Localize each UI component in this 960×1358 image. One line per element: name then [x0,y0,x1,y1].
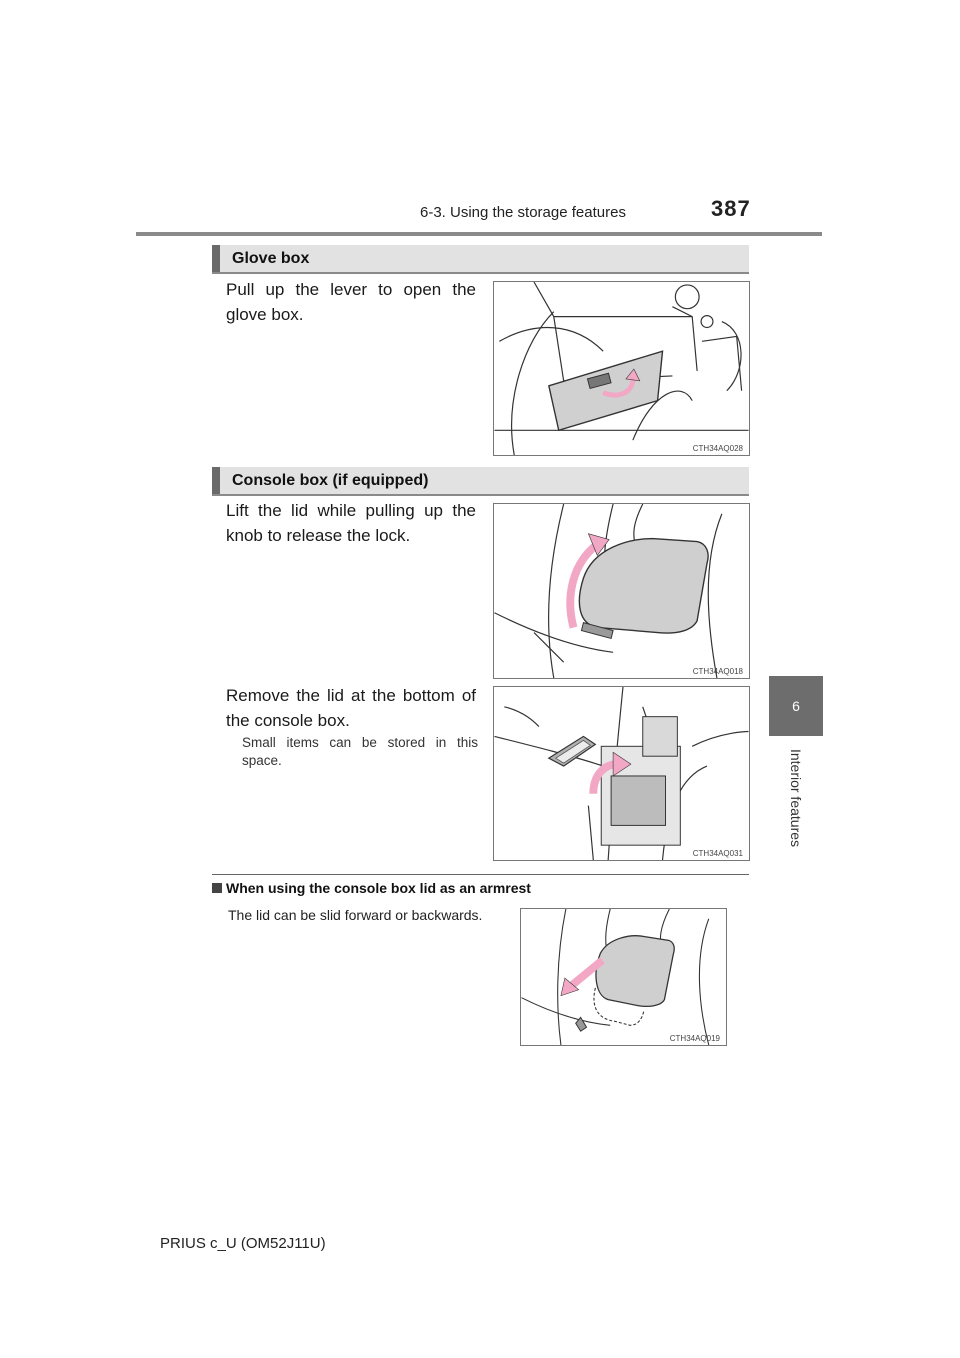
armrest-note-heading: When using the console box lid as an armrest [212,880,531,896]
console-lift-drawing [494,504,749,678]
section-marker-icon [212,883,222,893]
armrest-slide-drawing [521,909,726,1045]
console-lift-illustration [493,503,750,679]
glove-box-heading-rule [212,272,749,274]
glove-box-figure-code: CTH34AQ028 [692,444,743,453]
chapter-number: 6 [792,698,800,714]
glove-box-illustration [493,281,750,456]
chapter-title-vertical [770,743,822,853]
console-step2-text: Remove the lid at the bottom of the console box. [226,686,476,730]
armrest-figure-code: CTH34AQ019 [669,1034,720,1043]
page-number: 387 [711,196,751,221]
console-storage-illustration [493,686,750,861]
console-box-heading-rule [212,494,749,496]
console-step2-note: Small items can be stored in this space. [242,735,478,768]
console-step1-text: Lift the lid while pulling up the knob to release the lock. [226,501,476,545]
armrest-note-text: The lid can be slid forward or backwards. [228,907,483,923]
console-storage-figure-code: CTH34AQ031 [692,849,743,858]
armrest-slide-illustration [520,908,727,1046]
section-title: 6-3. Using the storage features [420,204,626,221]
glove-box-instruction: Pull up the lever to open the glove box. [226,280,476,324]
chapter-title: Interior features [788,748,804,848]
console-lift-figure-code: CTH34AQ018 [692,667,743,676]
glove-box-drawing [494,282,749,455]
chapter-tab[interactable] [769,676,823,736]
header-divider [136,232,822,236]
note-divider [212,874,749,875]
model-footer: PRIUS c_U (OM52J11U) [160,1235,326,1252]
glove-box-heading: Glove box [212,245,749,273]
console-storage-drawing [494,687,749,860]
console-box-heading: Console box (if equipped) [212,467,749,495]
